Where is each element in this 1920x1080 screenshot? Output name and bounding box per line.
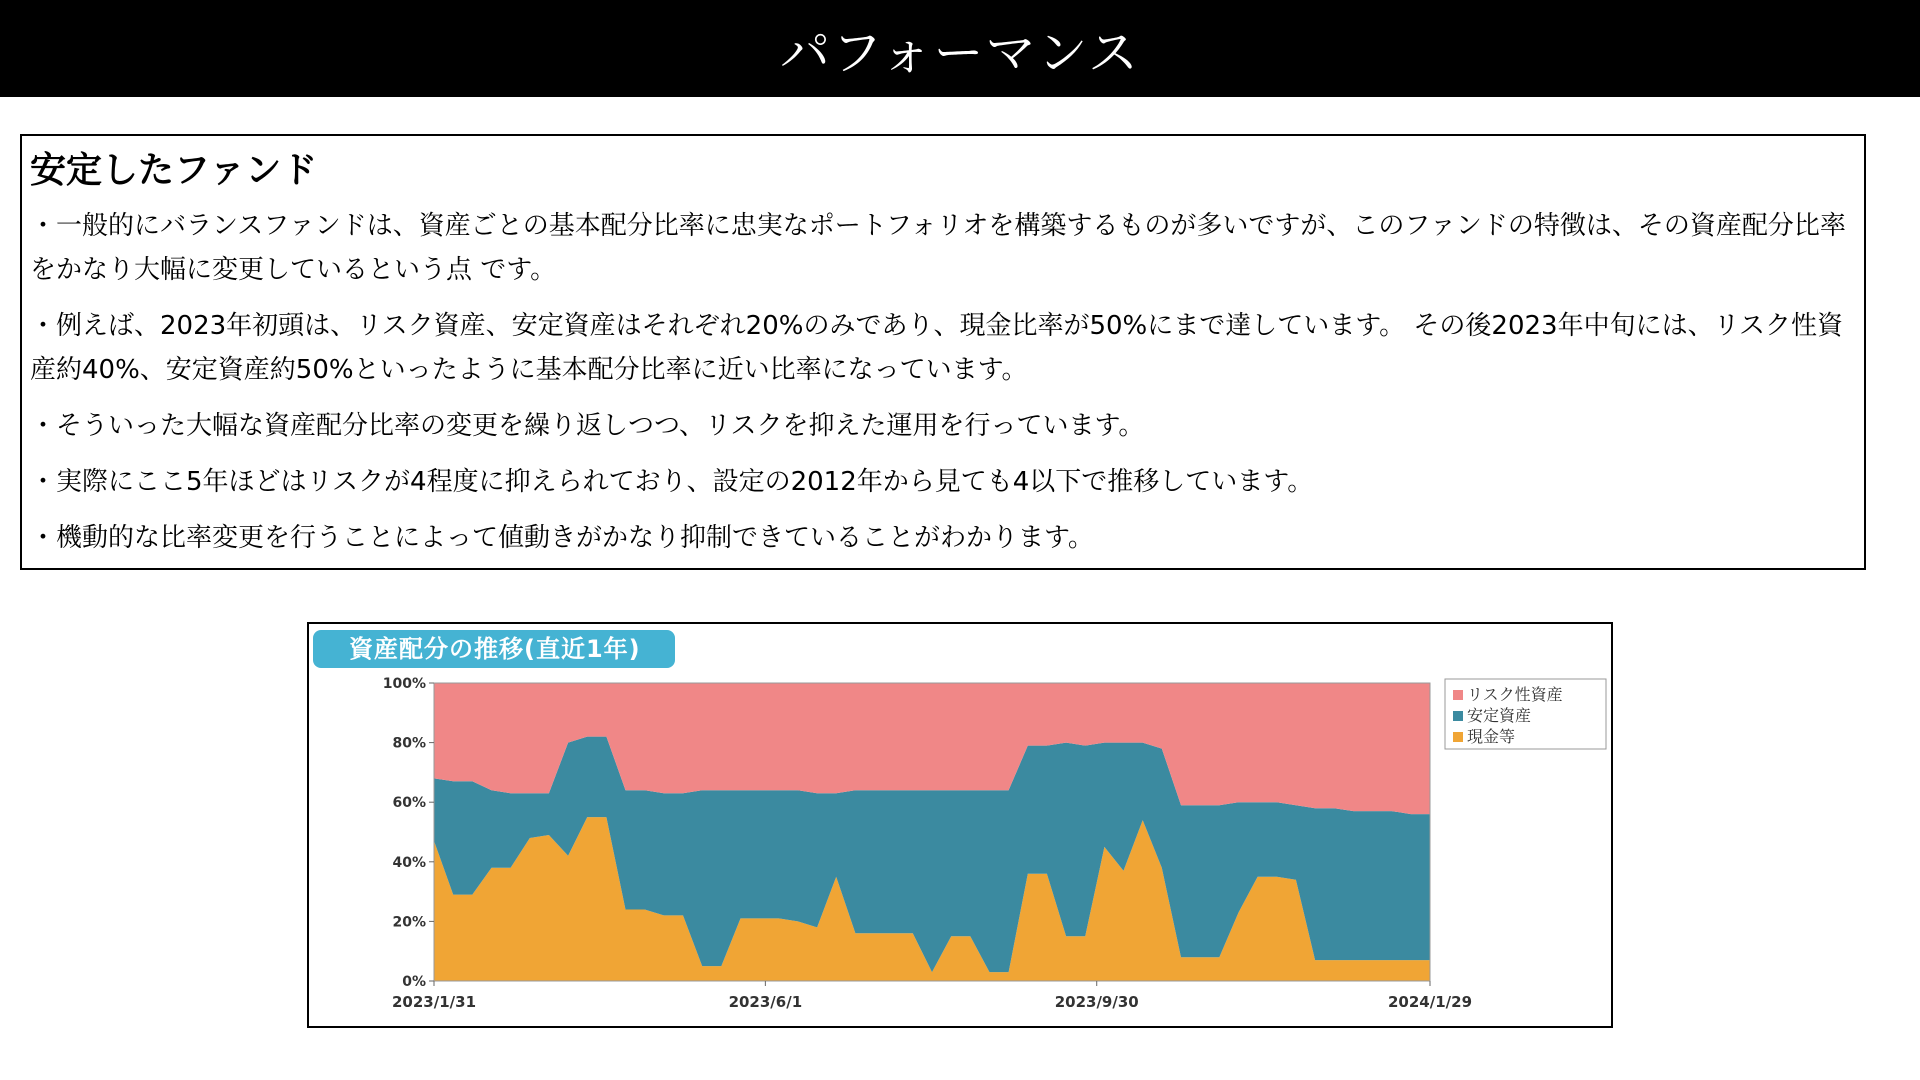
y-tick-label: 40% — [392, 854, 426, 871]
legend-swatch — [1453, 732, 1463, 742]
chart-title: 資産配分の推移(直近1年) — [313, 630, 675, 668]
y-tick-label: 80% — [392, 735, 426, 752]
legend-swatch — [1453, 711, 1463, 721]
asset-allocation-chart — [307, 622, 1613, 1028]
y-tick-label: 20% — [392, 914, 426, 931]
legend-label: リスク性資産 — [1467, 685, 1563, 704]
bullet-item: ・一般的にバランスファンドは、資産ごとの基本配分比率に忠実なポートフォリオを構築するものが多いですが、このファンドの特徴は、その資産配分比率をかなり大幅に変更しているという点 です。 — [30, 211, 1846, 285]
content-box — [20, 134, 1866, 570]
header-bar — [0, 0, 1920, 97]
box-heading: 安定したファンド — [30, 150, 318, 191]
bullet-item: ・実際にここ5年ほどはリスクが4程度に抑えられており、設定の2012年から見ても4以下で推移しています。 — [30, 467, 1314, 497]
y-tick-label: 100% — [382, 676, 426, 692]
x-tick-label: 2024/1/29 — [1387, 993, 1473, 1011]
y-tick-label: 60% — [392, 795, 426, 812]
legend-label: 安定資産 — [1467, 706, 1532, 725]
x-tick-label: 2023/6/1 — [728, 993, 803, 1011]
bullet-item: ・例えば、2023年初頭は、リスク資産、安定資産はそれぞれ20%のみであり、現金比率が50%にまで達しています。 その後2023年中旬には、リスク性資産約40%、安定資産約50%といったように基本配分比率に近い比率になっています。 — [30, 311, 1844, 385]
bullet-item: ・機動的な比率変更を行うことによって値動きがかなり抑制できていることがわかります。 — [30, 523, 1094, 553]
page-title: パフォーマンス — [780, 23, 1140, 82]
chart-svg — [309, 624, 1611, 1026]
y-tick-label: 0% — [402, 974, 426, 990]
legend-swatch — [1453, 690, 1463, 700]
bullet-item: ・そういった大幅な資産配分比率の変更を繰り返しつつ、リスクを抑えた運用を行っています。 — [30, 411, 1145, 441]
x-tick-label: 2023/1/31 — [391, 993, 477, 1011]
legend-label: 現金等 — [1467, 727, 1516, 746]
x-tick-label: 2023/9/30 — [1054, 993, 1139, 1011]
